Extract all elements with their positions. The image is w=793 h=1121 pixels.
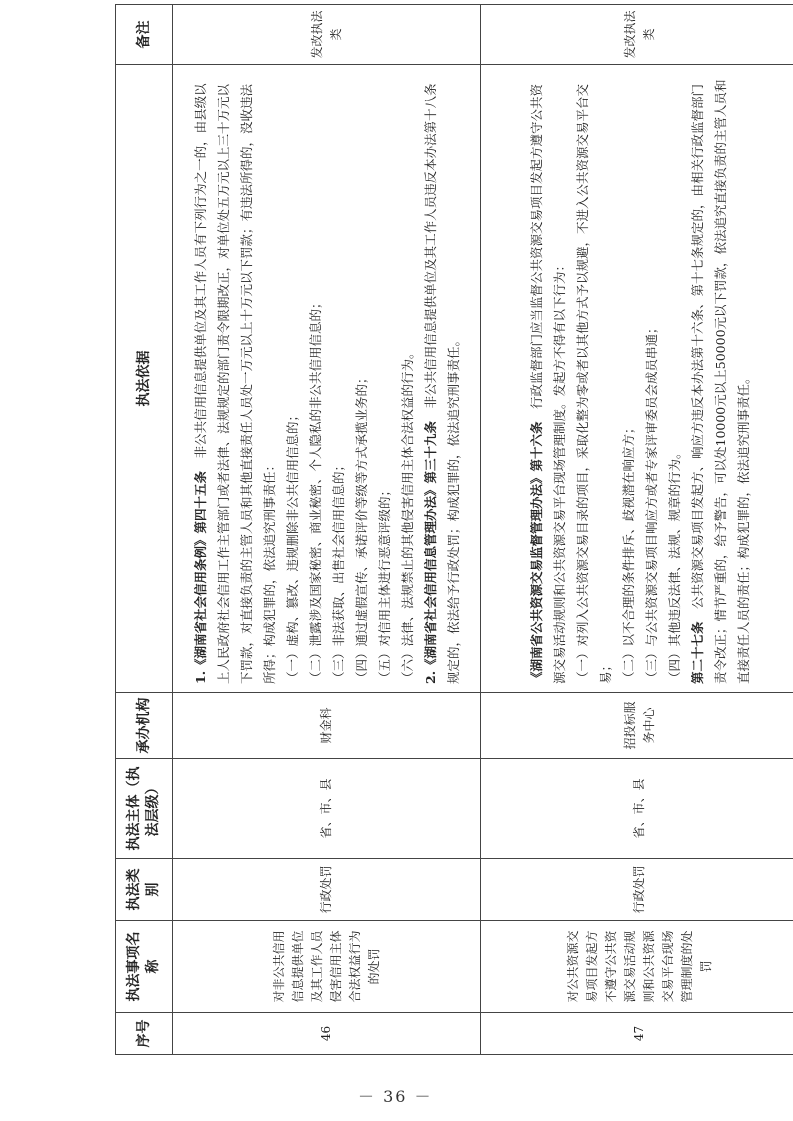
basis-law-title: 《湖南省公共资源交易监督管理办法》第十六条	[528, 421, 544, 684]
basis-text: 非公共信用信息提供单位及其工作人员违反本办法第十八条规定的，依法给予行政处罚；构成犯罪的，依法追究刑事责任。	[422, 83, 461, 684]
basis-law-title: 第二十七条	[689, 621, 705, 684]
header-seq: 序号	[116, 1013, 173, 1055]
basis-text: 行政监督部门应当监督公共资源交易项目发起方遵守公共资源交易活动规则和公共资源交易平台现场管理制度。发起方不得有以下行为：	[528, 83, 567, 684]
basis-text: 非公共信用信息提供单位及其工作人员有下列行为之一的，由县级以上人民政府社会信用工作主管部门或者法律、法规规定的部门责令限期改正，对单位处五万元以上三十万元以下罚款，对直接负责的主管人员和其他直接责任人员处一万元以上十万元以下罚款；有违法所得的，没收违法所得；构成犯罪的，依法追究刑事责任：	[192, 83, 277, 684]
basis-item: （四）通过虚假宣传、承诺评价等级等方式承揽业务的；	[353, 371, 369, 684]
basis-item: （三）非法获取、出售社会信用信息的；	[330, 458, 346, 684]
row-category: 行政处罚	[173, 859, 481, 921]
table-row	[173, 5, 481, 1055]
basis-law-title: 2.《湖南省社会信用信息管理办法》第三十九条	[422, 420, 438, 684]
enforcement-table	[115, 4, 793, 1055]
basis-item: （四）其他违反法律、法规、规章的行为。	[666, 446, 682, 684]
row-department: 财金科	[173, 693, 481, 759]
row-subject: 省、市、县	[173, 759, 481, 859]
basis-item: （一）对列入公共资源交易目录的项目，采取化整为零或者以其他方式予以规避，不进入公共资源交易平台交易；	[574, 83, 613, 684]
rotated-page-content	[115, 5, 793, 1055]
header-subject: 执法主体（执法层级）	[116, 759, 173, 859]
basis-item: （六）法律、法规禁止的其他侵害信用主体合法权益的行为。	[399, 346, 415, 684]
header-category: 执法类别	[116, 859, 173, 921]
basis-paragraph-2	[686, 73, 755, 684]
basis-item: （三）与公共资源交易项目响应方或者专家评审委员会成员串通；	[643, 321, 659, 684]
basis-law-title: 1.《湖南省社会信用条例》第四十五条	[192, 470, 208, 684]
header-remarks: 备注	[116, 5, 173, 65]
row-item-name: 对非公共信用信息提供单位及其工作人员侵害信用主体合法权益行为的处罚	[173, 921, 481, 1013]
row-remarks: 发改执法类	[481, 5, 793, 65]
page-number: － 36 －	[358, 1087, 433, 1106]
header-item-name: 执法事项名称	[116, 921, 173, 1013]
row-remarks: 发改执法类	[173, 5, 481, 65]
basis-item: （二）泄露涉及国家秘密、商业秘密、个人隐私的非公共信用信息的；	[307, 296, 323, 684]
header-department: 承办机构	[116, 693, 173, 759]
basis-item: （二）以不合理的条件排斥、歧视潜在响应方；	[620, 421, 636, 684]
basis-paragraph-2	[419, 73, 465, 684]
row-basis	[173, 65, 481, 693]
row-basis	[481, 65, 793, 693]
row-department: 招投标服务中心	[481, 693, 793, 759]
basis-paragraph-1	[525, 73, 571, 684]
basis-item: （一）虚构、篡改、违规删除非公共信用信息的；	[284, 408, 300, 684]
table-header-row	[116, 5, 173, 1055]
row-category: 行政处罚	[481, 859, 793, 921]
row-seq: 46	[173, 1013, 481, 1055]
row-subject: 省、市、县	[481, 759, 793, 859]
basis-paragraph-1	[189, 73, 281, 684]
row-seq: 47	[481, 1013, 793, 1055]
table-row	[481, 5, 793, 1055]
row-item-name: 对公共资源交易项目发起方不遵守公共资源交易活动规则和公共资源交易平台现场管理制度的处罚	[481, 921, 793, 1013]
basis-text: 公共资源交易项目发起方、响应方违反本办法第十六条、第十七条规定的，由相关行政监督部门责令改正；情节严重的，给予警告，可以处10000元以上50000元以下罚款，依法追究直接负责的主管人员和直接责任人员的责任；构成犯罪的，依法追究刑事责任。	[689, 79, 751, 684]
header-basis: 执法依据	[116, 65, 173, 693]
basis-item: （五）对信用主体进行恶意评级的；	[376, 483, 392, 684]
